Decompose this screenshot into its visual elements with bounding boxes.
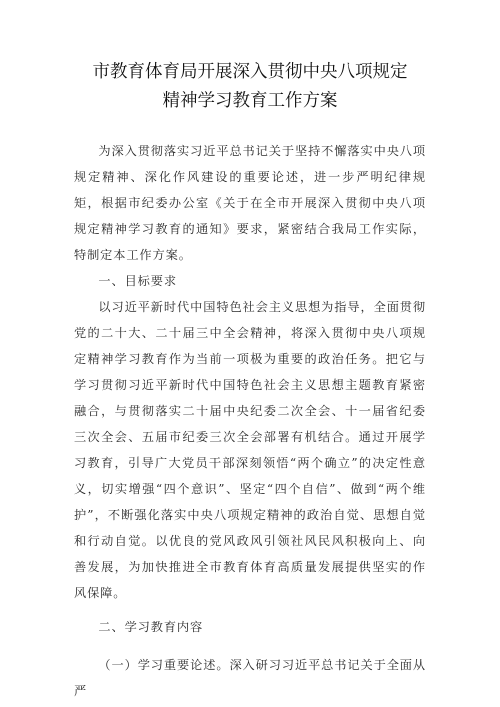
- section-heading-goals: 一、目标要求: [98, 274, 177, 288]
- content-item-1: （一）学习重要论述。深入研习习近平总书记关于全面从严: [74, 658, 426, 698]
- section-heading-content: 二、学习教育内容: [98, 620, 204, 634]
- intro-paragraph: 为深入贯彻落实习近平总书记关于坚持不懈落实中央八项规定精神、深化作风建设的重要论述，进一步严明纪律规矩，根据市纪委办公室《关于在全市开展深入贯彻中央八项规定精神学习教育的通知》要求，紧密结合我局工作实际，特制定本工作方案。: [74, 144, 426, 262]
- title-line-1: 市教育体育局开展深入贯彻中央八项规定: [92, 62, 408, 82]
- goals-paragraph: 以习近平新时代中国特色社会主义思想为指导，全面贯彻党的二十大、二十届三中全会精神，将深入贯彻中央八项规定精神学习教育作为当前一项极为重要的政治任务。把它与学习贯彻习近平新时代中国特色社会主义思想主题教育紧密融合，与贯彻落实二十届中央纪委二次全会、十一届省纪委三次全会、五届市纪委三次全会部署有机结合。通过开展学习教育，引导广大党员干部深刻领悟“两个确立”的决定性意义，切实增强“四个意识”、坚定“四个自信”、做到“两个维护”，不断强化落实中央八项规定精神的政治自觉、思想自觉和行动自觉。以优良的党风政风引领社风民风积极向上、向善发展，为加快推进全市教育体育高质量发展提供坚实的作风保障。: [74, 300, 426, 600]
- document-title: [74, 58, 426, 116]
- spacer: [74, 606, 426, 614]
- title-line-2: 精神学习教育工作方案: [162, 91, 338, 111]
